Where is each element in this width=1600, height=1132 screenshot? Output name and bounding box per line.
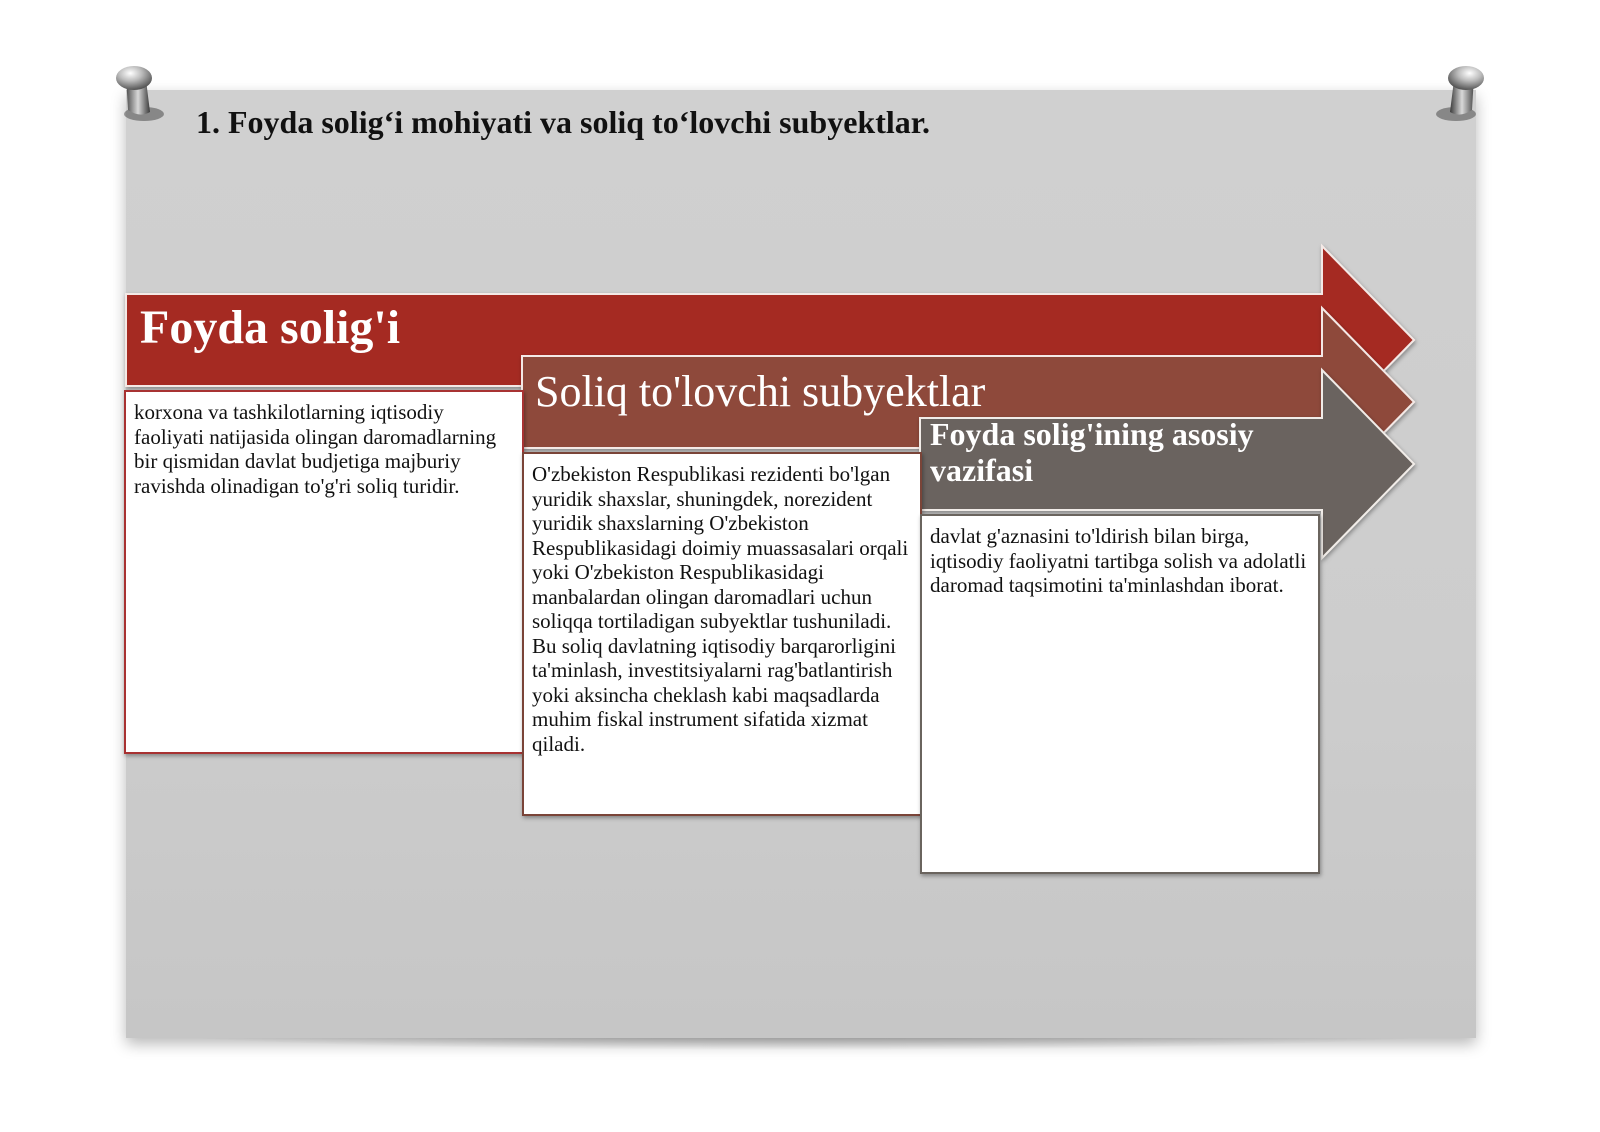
step-2-label: Soliq to'lovchi subyektlar bbox=[535, 367, 986, 416]
step-3-label: Foyda solig'ining asosiy vazifasi bbox=[930, 416, 1254, 488]
step-1-label: Foyda solig'i bbox=[140, 301, 401, 354]
step-3-description: davlat g'aznasini to'ldirish bilan birga, iqtisodiy faoliyatni tartibga solish va adolatli daromad taqsimotini ta'minlashdan iborat. bbox=[920, 514, 1320, 874]
step-1-description: korxona va tashkilotlarning iqtisodiy faoliyati natijasida olingan daromadlarning bir qismidan davlat budjetiga majburiy ravishda olinadigan to'g'ri soliq turidir. bbox=[124, 390, 524, 754]
slide-title: 1. Foyda solig‘i mohiyati va soliq to‘lovchi subyektlar. bbox=[196, 104, 930, 140]
step-2-description: O'zbekiston Respublikasi rezidenti bo'lgan yuridik shaxslar, shuningdek, norezident yuridik shaxslarning O'zbekiston Respublikasidagi doimiy muassasalari orqali yoki O'zbekiston Respublikasidagi manbalardan olingan daromadlari uchun soliqqa tortiladigan subyektlar tushuniladi. Bu soliq davlatning iqtisodiy barqarorligini ta'minlash, investitsiyalarni rag'batlantirish yoki aksincha cheklash kabi maqsadlarda muhim fiskal instrument sifatida xizmat qiladi. bbox=[522, 452, 922, 816]
